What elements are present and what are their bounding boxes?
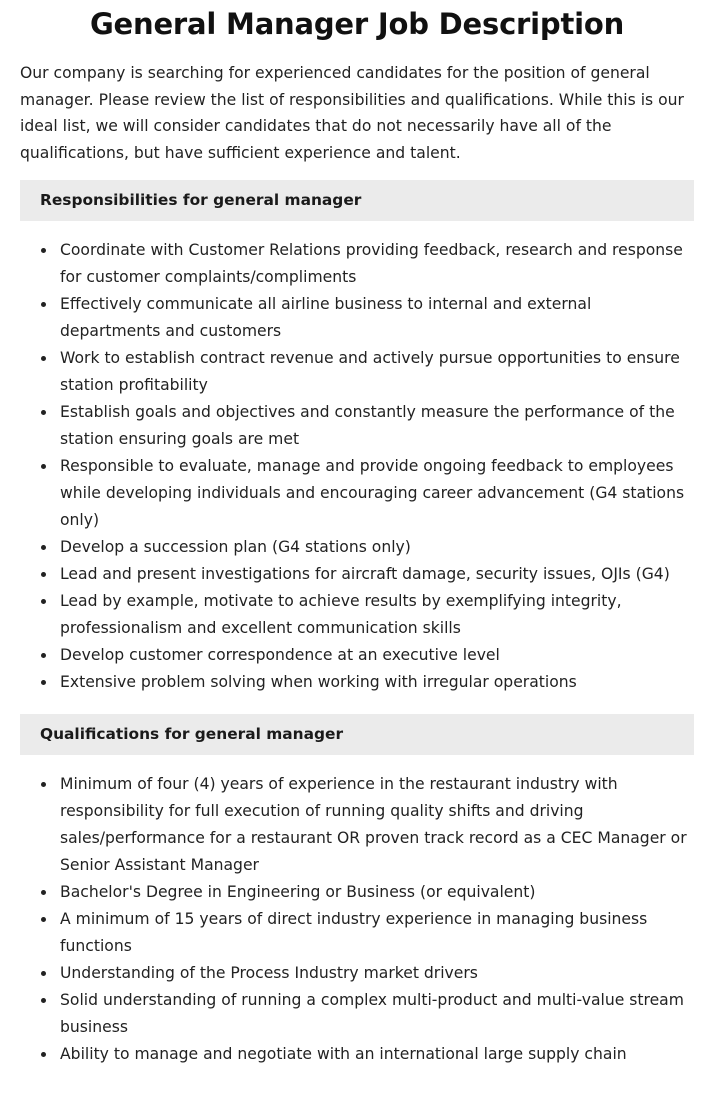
list-item — [20, 771, 694, 879]
list-item-text: Solid understanding of running a complex multi-product and multi-value stream business — [60, 991, 684, 1037]
list-item — [20, 237, 694, 291]
list-item — [20, 1041, 694, 1068]
page-title: General Manager Job Description — [89, 7, 625, 41]
list-item-text: Effectively communicate all airline business to internal and external departments and customers — [60, 295, 592, 341]
qualifications-list — [20, 771, 694, 1068]
list-item — [20, 345, 694, 399]
list-item — [20, 453, 694, 534]
list-item — [20, 987, 694, 1041]
bullet-icon — [41, 890, 46, 895]
list-item-text: Develop customer correspondence at an executive level — [60, 646, 500, 665]
bullet-icon — [41, 971, 46, 976]
bullet-icon — [41, 599, 46, 604]
list-item-text: Develop a succession plan (G4 stations only) — [60, 538, 411, 557]
list-item-text: Lead and present investigations for aircraft damage, security issues, OJIs (G4) — [60, 565, 670, 584]
list-item-text: Minimum of four (4) years of experience in the restaurant industry with responsibility for full execution of running quality shifts and driving sales/performance for a restaurant OR proven track record as a CEC Manager or Senior Assistant Manager — [60, 775, 687, 875]
list-item-text: A minimum of 15 years of direct industry experience in managing business functions — [60, 910, 648, 956]
list-item — [20, 561, 694, 588]
list-item-text: Extensive problem solving when working with irregular operations — [60, 673, 577, 692]
bullet-icon — [41, 302, 46, 307]
bullet-icon — [41, 680, 46, 685]
bullet-icon — [41, 782, 46, 787]
list-item-text: Bachelor's Degree in Engineering or Business (or equivalent) — [60, 883, 536, 902]
list-item-text: Responsible to evaluate, manage and provide ongoing feedback to employees while developing individuals and encouraging career advancement (G4 stations only) — [60, 457, 685, 530]
list-item — [20, 588, 694, 642]
list-item — [20, 669, 694, 696]
bullet-icon — [41, 464, 46, 469]
list-item — [20, 906, 694, 960]
list-item — [20, 960, 694, 987]
list-item — [20, 879, 694, 906]
bullet-icon — [41, 572, 46, 577]
bullet-icon — [41, 545, 46, 550]
bullet-icon — [41, 998, 46, 1003]
bullet-icon — [41, 248, 46, 253]
list-item-text: Coordinate with Customer Relations providing feedback, research and response for customer complaints/compliments — [60, 241, 683, 287]
qualifications-heading: Qualifications for general manager — [20, 714, 694, 755]
bullet-icon — [41, 356, 46, 361]
list-item-text: Work to establish contract revenue and actively pursue opportunities to ensure station profitability — [60, 349, 680, 395]
bullet-icon — [41, 917, 46, 922]
responsibilities-heading: Responsibilities for general manager — [20, 180, 694, 221]
list-item-text: Establish goals and objectives and constantly measure the performance of the station ensuring goals are met — [60, 403, 675, 449]
intro-paragraph: Our company is searching for experienced candidates for the position of general manager. Please review the list of responsibilities and qualifications. While this is our ideal list, we will consider candidates that do not necessarily have all of the qualifications, but have sufficient experience and talent. — [20, 64, 684, 162]
list-item-text: Understanding of the Process Industry market drivers — [60, 964, 478, 983]
list-item — [20, 291, 694, 345]
bullet-icon — [41, 653, 46, 658]
list-item — [20, 534, 694, 561]
list-item-text: Lead by example, motivate to achieve results by exemplifying integrity, professionalism and excellent communication skills — [60, 592, 622, 638]
responsibilities-list — [20, 237, 694, 696]
list-item — [20, 642, 694, 669]
list-item — [20, 399, 694, 453]
bullet-icon — [41, 410, 46, 415]
bullet-icon — [41, 1052, 46, 1057]
list-item-text: Ability to manage and negotiate with an international large supply chain — [60, 1045, 627, 1064]
